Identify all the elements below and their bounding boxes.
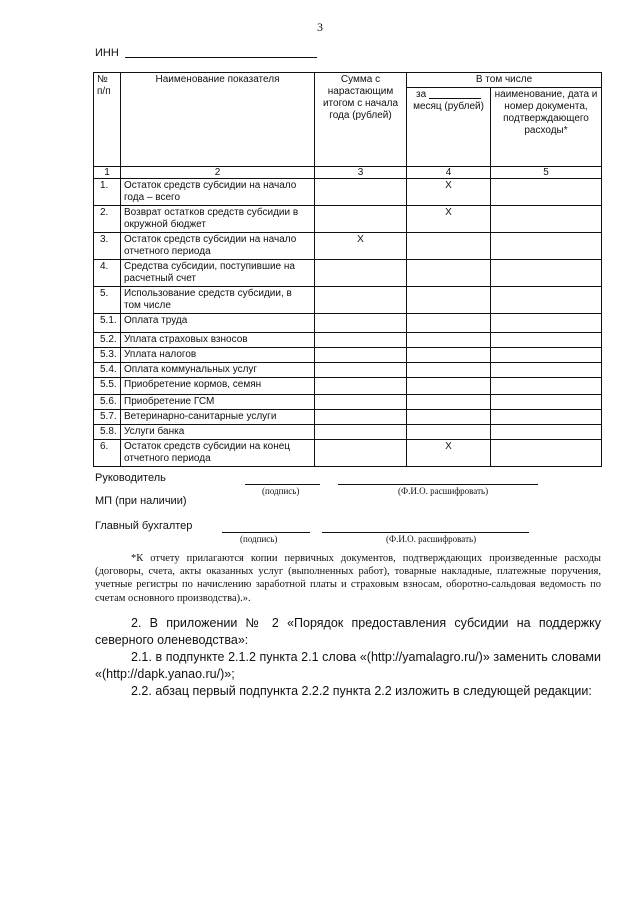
row-number: 5. xyxy=(94,287,121,314)
row-month-cell xyxy=(407,233,491,260)
row-doc-cell xyxy=(491,179,602,206)
row-number: 5.3. xyxy=(94,348,121,363)
row-name: Возврат остатков средств субсидии в окружной бюджет xyxy=(121,206,315,233)
row-name: Ветеринарно-санитарные услуги xyxy=(121,410,315,425)
table-row xyxy=(94,395,602,410)
row-number: 2. xyxy=(94,206,121,233)
row-month-cell xyxy=(407,378,491,395)
row-doc-cell xyxy=(491,440,602,467)
row-number: 5.6. xyxy=(94,395,121,410)
page-number: 3 xyxy=(317,20,323,34)
row-number: 5.2. xyxy=(94,333,121,348)
table-row xyxy=(94,206,602,233)
row-month-cell: X xyxy=(407,179,491,206)
row-doc-cell xyxy=(491,348,602,363)
paragraph-2-1: 2.1. в подпункте 2.1.2 пункта 2.1 слова «(http://yamalagro.ru/)» заменить словами «(http://dapk.yanao.ru/)»; xyxy=(95,650,601,681)
paragraph-2: 2. В приложении № 2 «Порядок предоставления субсидии на поддержку северного оленеводства»: xyxy=(95,616,601,647)
row-doc-cell xyxy=(491,378,602,395)
row-sum-cell xyxy=(315,440,407,467)
table-row xyxy=(94,440,602,467)
row-sum-cell xyxy=(315,378,407,395)
row-sum-cell xyxy=(315,410,407,425)
header-sum: Сумма с нарастающим итогом с начала года (рублей) xyxy=(315,73,407,167)
table-row xyxy=(94,314,602,333)
row-number: 4. xyxy=(94,260,121,287)
report-table xyxy=(93,72,602,467)
row-sum-cell xyxy=(315,206,407,233)
row-name: Средства субсидии, поступившие на расчетный счет xyxy=(121,260,315,287)
row-name: Уплата налогов xyxy=(121,348,315,363)
table-row xyxy=(94,425,602,440)
index-row xyxy=(94,167,602,179)
index-cell: 5 xyxy=(491,167,602,179)
row-doc-cell xyxy=(491,233,602,260)
row-doc-cell xyxy=(491,314,602,333)
row-sum-cell xyxy=(315,348,407,363)
table-row xyxy=(94,348,602,363)
row-sum-cell xyxy=(315,395,407,410)
table-row xyxy=(94,363,602,378)
row-sum-cell xyxy=(315,333,407,348)
index-cell: 1 xyxy=(94,167,121,179)
head-name-caption: (Ф.И.О. расшифровать) xyxy=(398,486,489,496)
row-doc-cell xyxy=(491,287,602,314)
row-number: 5.7. xyxy=(94,410,121,425)
paragraph-2-2: 2.2. абзац первый подпункта 2.2.2 пункта 2.2 изложить в следующей редакции: xyxy=(131,684,592,698)
head-label: Руководитель xyxy=(95,472,166,484)
row-sum-cell xyxy=(315,314,407,333)
header-group: В том числе xyxy=(407,73,602,88)
row-sum-cell xyxy=(315,425,407,440)
row-name: Приобретение ГСМ xyxy=(121,395,315,410)
row-name: Использование средств субсидии, в том числе xyxy=(121,287,315,314)
table-row xyxy=(94,378,602,395)
accountant-signature-caption: (подпись) xyxy=(240,534,278,544)
row-name: Уплата страховых взносов xyxy=(121,333,315,348)
inn-label: ИНН xyxy=(95,47,119,59)
row-month-cell xyxy=(407,410,491,425)
index-cell: 3 xyxy=(315,167,407,179)
row-sum-cell xyxy=(315,287,407,314)
row-month-cell xyxy=(407,425,491,440)
row-number: 5.8. xyxy=(94,425,121,440)
table-row xyxy=(94,260,602,287)
accountant-name-line xyxy=(322,532,529,533)
header-month-prefix: за xyxy=(416,89,427,100)
month-blank-line xyxy=(429,98,481,99)
row-number: 6. xyxy=(94,440,121,467)
row-month-cell xyxy=(407,314,491,333)
table-row xyxy=(94,233,602,260)
row-month-cell: X xyxy=(407,206,491,233)
header-name: Наименование показателя xyxy=(121,73,315,167)
row-name: Приобретение кормов, семян xyxy=(121,378,315,395)
head-signature-line xyxy=(245,484,320,485)
row-number: 5.1. xyxy=(94,314,121,333)
row-name: Оплата труда xyxy=(121,314,315,333)
row-sum-cell xyxy=(315,179,407,206)
mp-label: МП (при наличии) xyxy=(95,495,187,507)
row-doc-cell xyxy=(491,333,602,348)
accountant-label: Главный бухгалтер xyxy=(95,520,193,532)
row-doc-cell xyxy=(491,425,602,440)
header-num: № п/п xyxy=(94,73,121,167)
row-month-cell xyxy=(407,395,491,410)
row-month-cell xyxy=(407,287,491,314)
row-month-cell xyxy=(407,260,491,287)
row-number: 5.4. xyxy=(94,363,121,378)
row-doc-cell xyxy=(491,395,602,410)
row-number: 3. xyxy=(94,233,121,260)
row-number: 5.5. xyxy=(94,378,121,395)
inn-field xyxy=(95,47,317,59)
accountant-signature-line xyxy=(222,532,310,533)
row-number: 1. xyxy=(94,179,121,206)
table-row xyxy=(94,287,602,314)
accountant-name-caption: (Ф.И.О. расшифровать) xyxy=(386,534,477,544)
head-signature-caption: (подпись) xyxy=(262,486,300,496)
row-month-cell xyxy=(407,333,491,348)
table-row xyxy=(94,179,602,206)
table-row xyxy=(94,333,602,348)
row-name: Услуги банка xyxy=(121,425,315,440)
row-doc-cell xyxy=(491,363,602,378)
index-cell: 4 xyxy=(407,167,491,179)
row-doc-cell xyxy=(491,260,602,287)
head-name-line xyxy=(338,484,538,485)
table-row xyxy=(94,410,602,425)
row-sum-cell xyxy=(315,260,407,287)
row-name: Остаток средств субсидии на начало года – всего xyxy=(121,179,315,206)
row-name: Остаток средств субсидии на начало отчетного периода xyxy=(121,233,315,260)
row-month-cell xyxy=(407,363,491,378)
row-sum-cell xyxy=(315,363,407,378)
row-month-cell xyxy=(407,348,491,363)
row-doc-cell xyxy=(491,206,602,233)
row-name: Остаток средств субсидии на конец отчетного периода xyxy=(121,440,315,467)
row-sum-cell: X xyxy=(315,233,407,260)
index-cell: 2 xyxy=(121,167,315,179)
header-month xyxy=(407,88,491,167)
header-month-suffix: месяц (рублей) xyxy=(413,101,484,112)
inn-blank-line xyxy=(125,57,317,58)
footnote: *К отчету прилагаются копии первичных документов, подтверждающих произведенные расходы (договоры, счета, акты оказанных услуг (выполненных работ), товарные накладные, платежные поручения, учетные регистры по начислению заработной платы и страховым взносам, оборотно-сальдовая ведомость по счетам основного производства).». xyxy=(95,553,601,604)
row-month-cell: X xyxy=(407,440,491,467)
row-name: Оплата коммунальных услуг xyxy=(121,363,315,378)
row-doc-cell xyxy=(491,410,602,425)
header-doc: наименование, дата и номер документа, подтверждающего расходы* xyxy=(491,88,602,167)
